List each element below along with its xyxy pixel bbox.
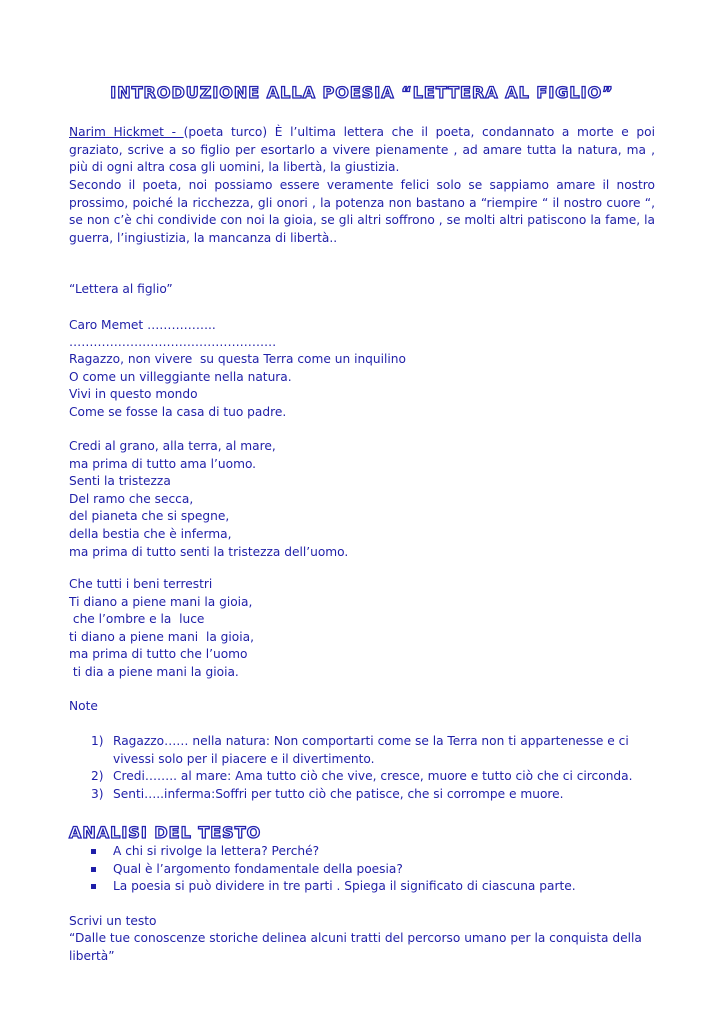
poem-line: ma prima di tutto ama l’uomo. — [69, 456, 257, 471]
poem-line: ma prima di tutto che l’uomo — [69, 647, 248, 662]
intro-paragraph-2: Secondo il poeta, noi possiamo essere veramente felici solo se sappiamo amare il nostro prossimo, poiché la ricchezza, gli onori , la potenza non bastano a “riempire “ il nostro cuore “, se non c’è chi condivide con noi la gioia, se gli altri soffrono , se molti altri patiscono la fame, la guerra, l’ingiustizia, la mancanza di libertà.. — [69, 178, 655, 245]
poem-stanza-3 — [69, 576, 655, 682]
notes-heading: Note — [69, 699, 98, 713]
poem-line: Ragazzo, non vivere su questa Terra come un inquilino — [69, 352, 406, 366]
poem-line: della bestia che è inferma, — [69, 526, 232, 541]
poem-line: Vivi in questo mondo — [69, 387, 198, 402]
note-text: Senti…..inferma:Soffri per tutto ciò che patisce, che si corrompe e muore. — [113, 786, 564, 801]
poem-line: Del ramo che secca, — [69, 491, 194, 506]
notes-list — [69, 733, 659, 803]
question-item — [69, 861, 629, 879]
question-text: A chi si rivolge la lettera? Perché? — [113, 844, 320, 858]
author-name: Narim Hickmet - — [69, 125, 184, 139]
square-bullet-icon — [91, 867, 96, 872]
question-text: La poesia si può dividere in tre parti . Spiega il significato di ciascuna parte. — [113, 879, 576, 894]
poem-salutation: Caro Memet …………….. — [69, 318, 216, 332]
poem-line: ti diano a piene mani la gioia, — [69, 629, 254, 644]
poem-heading: “Lettera al figlio” — [69, 282, 173, 296]
writing-prompt: “Dalle tue conoscenze storiche delinea alcuni tratti del percorso umano per la conquista della libertà” — [69, 931, 642, 963]
poem-line: O come un villeggiante nella natura. — [69, 369, 292, 384]
poem-line: del pianeta che si spegne, — [69, 509, 230, 524]
poem-line: Ti diano a piene mani la gioia, — [69, 594, 253, 609]
writing-label: Scrivi un testo — [69, 914, 157, 928]
poem-stanza-2 — [69, 438, 655, 561]
intro-paragraph — [69, 124, 655, 177]
poem-line: che l’ombre e la luce — [69, 612, 205, 627]
note-item — [69, 733, 659, 768]
poem-line: Senti la tristezza — [69, 474, 171, 489]
question-text: Qual è l’argomento fondamentale della poesia? — [113, 861, 403, 876]
poem-line: Che tutti i beni terrestri — [69, 577, 213, 591]
poem-line: Credi al grano, alla terra, al mare, — [69, 439, 276, 453]
questions-list — [69, 843, 629, 896]
note-text: Credi…….. al mare: Ama tutto ciò che vive, cresce, muore e tutto ciò che ci circonda. — [113, 769, 633, 784]
poem-line: Come se fosse la casa di tuo padre. — [69, 404, 287, 419]
poem-line: ti dia a piene mani la gioia. — [69, 664, 239, 679]
poem-dots: …………………………………………… — [69, 335, 277, 349]
section-heading-analysis: ANALISI DEL TESTO — [69, 823, 262, 842]
poem-line: ma prima di tutto senti la tristezza dell’uomo. — [69, 544, 349, 559]
square-bullet-icon — [91, 884, 96, 889]
page-title: INTRODUZIONE ALLA POESIA “LETTERA AL FIGLIO” — [110, 83, 614, 102]
square-bullet-icon — [91, 849, 96, 854]
note-item — [69, 786, 659, 804]
note-text: Ragazzo…… nella natura: Non comportarti come se la Terra non ti appartenesse e ci vivessi solo per il piacere e il divertimento. — [113, 734, 629, 766]
intro-text: (poeta turco) È l’ultima lettera che il poeta, condannato a morte e poi graziato, scrive a so figlio per esortarlo a vivere pienamente , ad amare tutta la natura, ma , più di ogni altra cosa gli uomini, la libertà, la giustizia. — [69, 125, 655, 175]
question-item — [69, 843, 629, 861]
note-number: 2) — [91, 769, 104, 784]
question-item — [69, 878, 629, 896]
poem-stanza-1 — [69, 351, 655, 421]
note-number: 3) — [91, 786, 104, 801]
note-item — [69, 768, 659, 786]
note-number: 1) — [91, 734, 104, 748]
